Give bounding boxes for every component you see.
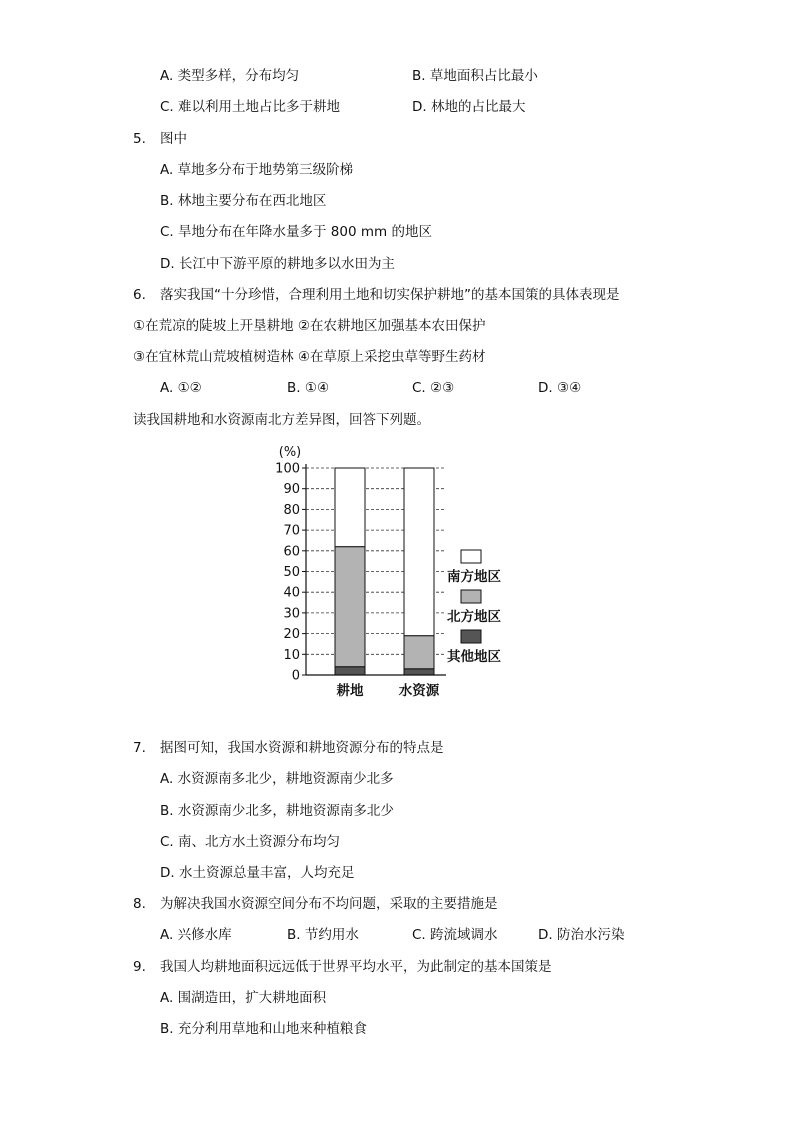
q7-stem: 据图可知，我国水资源和耕地资源分布的特点是	[160, 740, 444, 756]
y-tick-label: 0	[291, 668, 300, 684]
q6-option-c: C. ②③	[412, 380, 455, 396]
q7-option-d: D. 水土资源总量丰富，人均充足	[160, 865, 355, 881]
legend-swatch	[461, 630, 481, 643]
bar-segment	[404, 669, 434, 675]
q4-option-a: A. 类型多样，分布均匀	[160, 68, 300, 84]
y-tick-label: 60	[283, 544, 300, 560]
q9-option-a: A. 围湖造田，扩大耕地面积	[160, 990, 327, 1006]
y-tick-label: 70	[283, 523, 300, 539]
q5-number: 5.	[133, 131, 146, 147]
q8-option-a: A. 兴修水库	[160, 927, 232, 943]
q9-option-b: B. 充分利用草地和山地来种植粮食	[160, 1021, 367, 1037]
q8-option-d: D. 防治水污染	[538, 927, 625, 943]
q4-option-c: C. 难以利用土地占比多于耕地	[160, 99, 341, 115]
q7-option-b: B. 水资源南少北多，耕地资源南多北少	[160, 803, 394, 819]
y-tick-label: 90	[283, 482, 300, 498]
q8-number: 8.	[133, 896, 146, 912]
y-tick-label: 10	[283, 647, 300, 663]
y-tick-label: 20	[283, 627, 300, 643]
reading-intro: 读我国耕地和水资源南北方差异图，回答下列题。	[133, 412, 430, 428]
bar-segment	[335, 667, 365, 675]
q8-option-b: B. 节约用水	[287, 927, 359, 943]
bar-segment	[404, 636, 434, 669]
q6-option-a: A. ①②	[160, 380, 202, 396]
q5-option-b: B. 林地主要分布在西北地区	[160, 193, 327, 209]
legend-swatch	[461, 550, 481, 563]
q6-stem: 落实我国“十分珍惜，合理利用土地和切实保护耕地”的基本国策的具体表现是	[160, 287, 620, 303]
q7-option-a: A. 水资源南多北少，耕地资源南少北多	[160, 771, 394, 787]
q5-option-c: C. 旱地分布在年降水量多于 800 mm 的地区	[160, 224, 432, 240]
q7-option-c: C. 南、北方水土资源分布均匀	[160, 834, 341, 850]
q8-stem: 为解决我国水资源空间分布不均问题，采取的主要措施是	[160, 896, 498, 912]
q6-statement-3-4: ③在宜林荒山荒坡植树造林 ④在草原上采挖虫草等野生药材	[133, 349, 486, 365]
legend-swatch	[461, 590, 481, 603]
stacked-bar-chart	[260, 440, 520, 710]
x-category-label: 水资源	[398, 683, 440, 699]
bar-segment	[335, 547, 365, 667]
y-tick-label: 30	[283, 606, 300, 622]
q4-option-b: B. 草地面积占比最小	[412, 68, 538, 84]
y-tick-label: 100	[275, 461, 300, 477]
q9-stem: 我国人均耕地面积远远低于世界平均水平，为此制定的基本国策是	[160, 959, 552, 975]
legend-label: 南方地区	[447, 569, 501, 585]
q5-option-d: D. 长江中下游平原的耕地多以水田为主	[160, 256, 395, 272]
bar-segment	[404, 468, 434, 636]
q5-stem: 图中	[160, 131, 187, 147]
q8-option-c: C. 跨流域调水	[412, 927, 498, 943]
q9-number: 9.	[133, 959, 146, 975]
q7-number: 7.	[133, 740, 146, 756]
q4-option-d: D. 林地的占比最大	[412, 99, 526, 115]
chart-ylabel: (%)	[278, 445, 302, 460]
y-tick-label: 50	[283, 565, 300, 580]
y-tick-label: 40	[283, 585, 300, 601]
q6-option-d: D. ③④	[538, 380, 582, 396]
legend-label: 其他地区	[447, 649, 501, 665]
q5-option-a: A. 草地多分布于地势第三级阶梯	[160, 162, 354, 178]
q6-number: 6.	[133, 287, 146, 303]
bar-segment	[335, 468, 365, 547]
y-tick-label: 80	[283, 502, 300, 518]
x-category-label: 耕地	[336, 683, 364, 699]
q6-option-b: B. ①④	[287, 380, 330, 396]
q6-statement-1-2: ①在荒凉的陡坡上开垦耕地 ②在农耕地区加强基本农田保护	[133, 318, 486, 334]
legend-label: 北方地区	[447, 609, 501, 625]
